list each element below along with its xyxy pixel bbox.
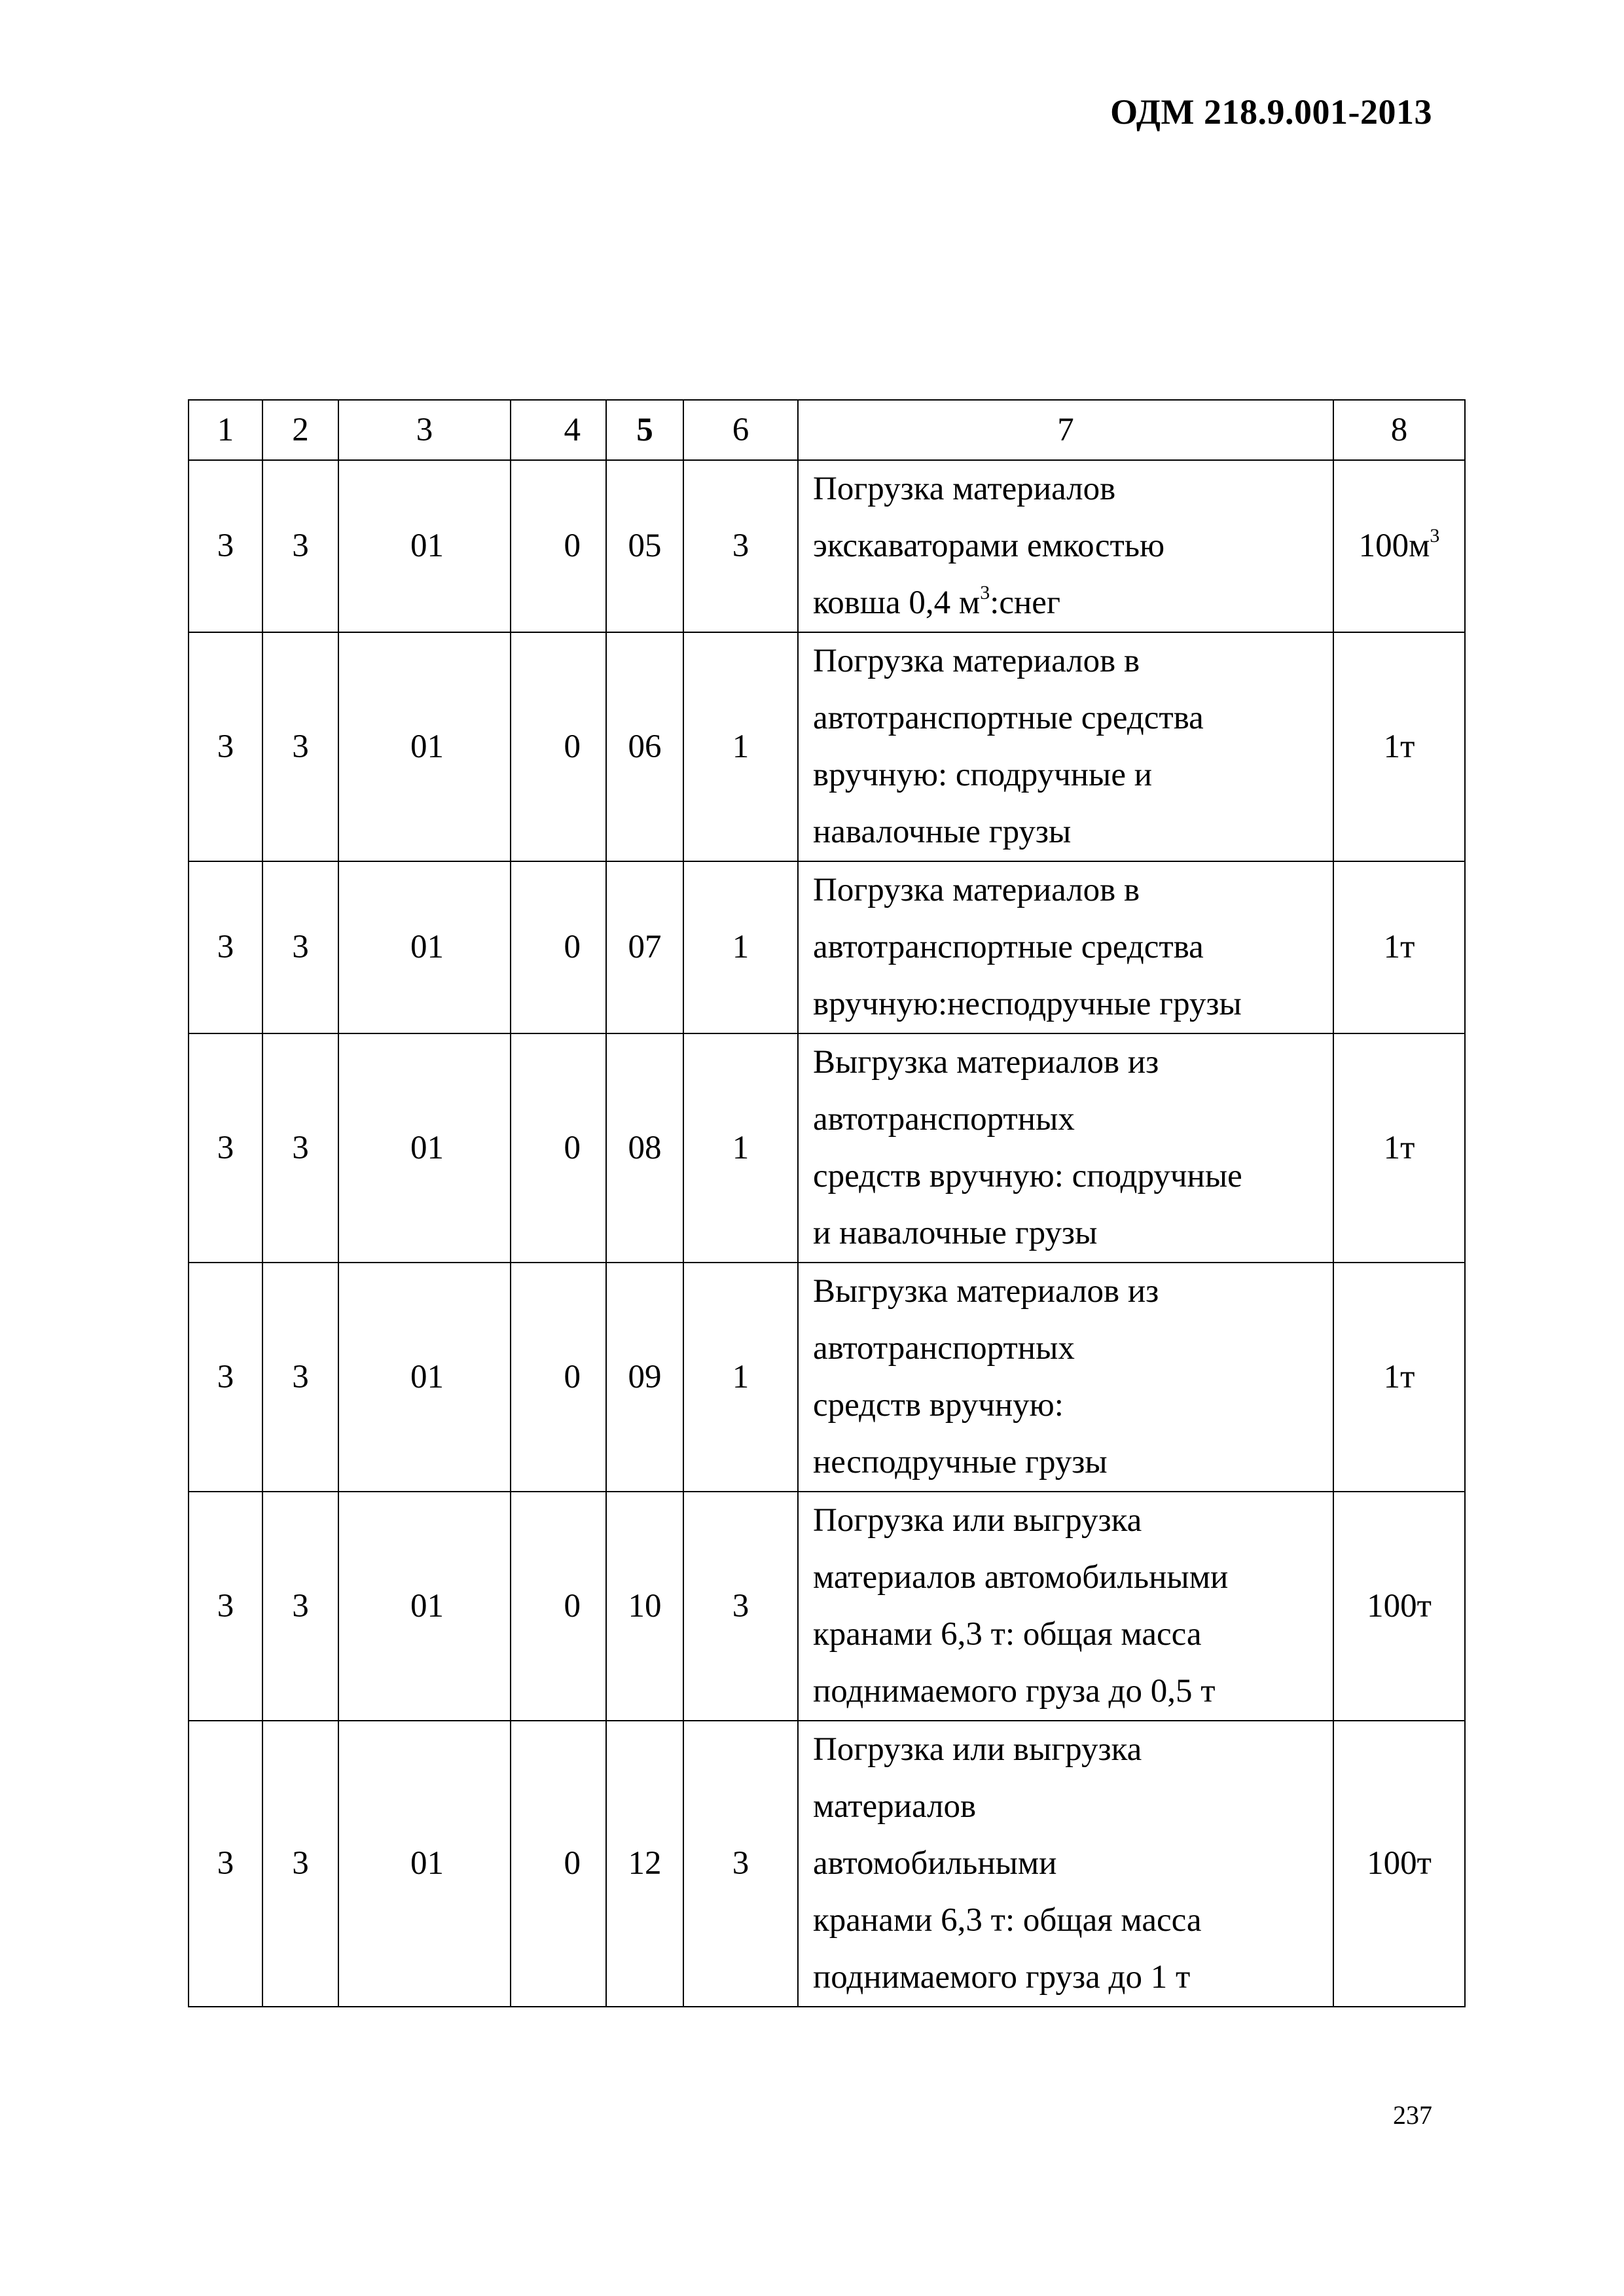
cell-unit: 1т xyxy=(1333,1033,1465,1263)
cell-code-1: 3 xyxy=(189,1263,262,1492)
table-row xyxy=(189,460,1465,632)
cell-code-5: 08 xyxy=(606,1033,683,1263)
superscript: 3 xyxy=(1430,525,1440,547)
column-header: 5 xyxy=(606,400,683,460)
cell-code-3: 01 xyxy=(338,1492,511,1721)
cell-code-5: 06 xyxy=(606,632,683,861)
column-header: 2 xyxy=(262,400,338,460)
cell-code-3: 01 xyxy=(338,1721,511,2007)
cell-code-1: 3 xyxy=(189,1721,262,2007)
table-row xyxy=(189,1033,1465,1263)
column-header: 4 xyxy=(511,400,606,460)
cell-code-6: 1 xyxy=(683,632,798,861)
cell-code-4: 0 xyxy=(511,1721,606,2007)
page-number: 237 xyxy=(1393,2100,1432,2130)
cell-description: Выгрузка материалов из автотранспортных средств вручную: несподручные грузы xyxy=(798,1263,1333,1492)
cell-code-5: 05 xyxy=(606,460,683,632)
cell-code-3: 01 xyxy=(338,1033,511,1263)
table-row xyxy=(189,632,1465,861)
cell-unit: 1т xyxy=(1333,632,1465,861)
cell-code-5: 07 xyxy=(606,861,683,1033)
cell-code-4: 0 xyxy=(511,1492,606,1721)
cell-code-2: 3 xyxy=(262,1033,338,1263)
cell-code-2: 3 xyxy=(262,861,338,1033)
cell-code-2: 3 xyxy=(262,632,338,861)
cell-code-1: 3 xyxy=(189,460,262,632)
cell-code-6: 3 xyxy=(683,1721,798,2007)
cell-unit: 100т xyxy=(1333,1492,1465,1721)
cell-unit: 100т xyxy=(1333,1721,1465,2007)
cell-code-5: 10 xyxy=(606,1492,683,1721)
cell-unit: 1т xyxy=(1333,1263,1465,1492)
cell-code-1: 3 xyxy=(189,861,262,1033)
superscript: 3 xyxy=(980,582,990,603)
cell-code-5: 12 xyxy=(606,1721,683,2007)
cell-code-3: 01 xyxy=(338,460,511,632)
cell-code-6: 3 xyxy=(683,460,798,632)
cell-code-4: 0 xyxy=(511,861,606,1033)
cell-code-3: 01 xyxy=(338,632,511,861)
cell-code-6: 1 xyxy=(683,861,798,1033)
column-header: 7 xyxy=(798,400,1333,460)
table-row xyxy=(189,1721,1465,2007)
cell-code-3: 01 xyxy=(338,1263,511,1492)
cell-description xyxy=(798,460,1333,632)
table-row xyxy=(189,1492,1465,1721)
unit-text: 100м xyxy=(1358,528,1430,564)
cell-code-2: 3 xyxy=(262,1721,338,2007)
column-header: 8 xyxy=(1333,400,1465,460)
cell-code-4: 0 xyxy=(511,632,606,861)
cell-code-4: 0 xyxy=(511,1033,606,1263)
cell-code-6: 1 xyxy=(683,1033,798,1263)
document-code: ОДМ 218.9.001-2013 xyxy=(1110,92,1432,132)
cell-code-3: 01 xyxy=(338,861,511,1033)
column-header: 3 xyxy=(338,400,511,460)
description-text: Погрузка материалов экскаваторами емкостью ковша 0,4 м xyxy=(813,471,1165,621)
cell-code-6: 1 xyxy=(683,1263,798,1492)
cell-code-4: 0 xyxy=(511,460,606,632)
cell-code-1: 3 xyxy=(189,632,262,861)
cell-code-1: 3 xyxy=(189,1033,262,1263)
column-header: 6 xyxy=(683,400,798,460)
cell-description: Погрузка или выгрузка материалов автомобильными кранами 6,3 т: общая масса поднимаемого груза до 0,5 т xyxy=(798,1492,1333,1721)
cell-code-2: 3 xyxy=(262,460,338,632)
cell-code-5: 09 xyxy=(606,1263,683,1492)
cell-code-4: 0 xyxy=(511,1263,606,1492)
cell-unit: 1т xyxy=(1333,861,1465,1033)
cell-description: Погрузка материалов в автотранспортные средства вручную:несподручные грузы xyxy=(798,861,1333,1033)
table-header-row xyxy=(189,400,1465,460)
table-row xyxy=(189,1263,1465,1492)
column-header: 1 xyxy=(189,400,262,460)
cell-code-6: 3 xyxy=(683,1492,798,1721)
cell-description: Погрузка материалов в автотранспортные средства вручную: сподручные и навалочные грузы xyxy=(798,632,1333,861)
cell-description: Выгрузка материалов из автотранспортных средств вручную: сподручные и навалочные грузы xyxy=(798,1033,1333,1263)
norms-table xyxy=(188,399,1466,2007)
cell-code-2: 3 xyxy=(262,1492,338,1721)
cell-code-1: 3 xyxy=(189,1492,262,1721)
description-tail: :снег xyxy=(990,584,1060,621)
cell-description: Погрузка или выгрузка материалов автомобильными кранами 6,3 т: общая масса поднимаемого груза до 1 т xyxy=(798,1721,1333,2007)
cell-code-2: 3 xyxy=(262,1263,338,1492)
table-row xyxy=(189,861,1465,1033)
cell-unit xyxy=(1333,460,1465,632)
